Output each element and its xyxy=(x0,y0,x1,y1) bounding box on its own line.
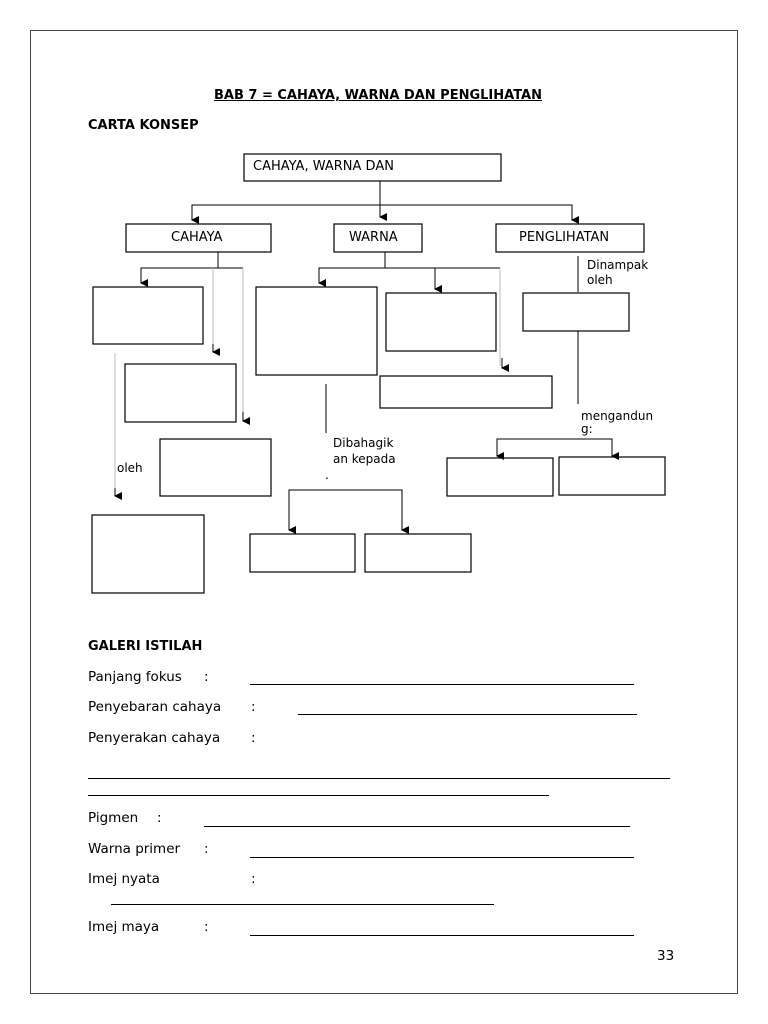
penglihatan-box-1 xyxy=(523,293,629,331)
term-pigmen: Pigmen xyxy=(88,810,139,826)
colon: : xyxy=(157,810,162,826)
term-imej-maya: Imej maya xyxy=(88,919,160,935)
colon: : xyxy=(204,919,209,935)
answer-line-penyerakan-cahaya-2[interactable] xyxy=(88,781,549,796)
term-penyebaran-cahaya: Penyebaran cahaya xyxy=(88,699,222,715)
oleh-left-note: oleh xyxy=(117,461,143,475)
warna-box-4 xyxy=(250,534,355,572)
term-imej-nyata: Imej nyata xyxy=(88,871,160,887)
answer-line-pigmen[interactable] xyxy=(204,812,630,827)
glossary-heading: GALERI ISTILAH xyxy=(88,639,203,654)
cahaya-box-4 xyxy=(92,515,204,593)
penglihatan-box-2 xyxy=(447,458,553,496)
root-branch-line xyxy=(192,205,572,217)
oleh-right-note: oleh xyxy=(587,273,613,287)
concept-map-heading: CARTA KONSEP xyxy=(88,118,199,133)
mengandung-note-cut: g: xyxy=(581,422,593,436)
colon: : xyxy=(204,669,209,685)
warna-box-2 xyxy=(386,293,496,351)
answer-line-panjang-fokus[interactable] xyxy=(250,670,634,685)
dibahagi-note-3: . xyxy=(325,468,329,482)
page-title: BAB 7 = CAHAYA, WARNA DAN PENGLIHATAN xyxy=(214,88,542,103)
warna-box-3 xyxy=(380,376,552,408)
term-warna-primer: Warna primer xyxy=(88,841,181,857)
answer-line-penyerakan-cahaya-1[interactable] xyxy=(88,764,670,779)
cahaya-label: CAHAYA xyxy=(171,230,223,245)
page-number: 33 xyxy=(657,948,675,964)
answer-line-warna-primer[interactable] xyxy=(250,843,634,858)
colon: : xyxy=(251,699,256,715)
cahaya-box-1 xyxy=(93,287,203,344)
cahaya-box-3 xyxy=(160,439,271,496)
warna-label: WARNA xyxy=(349,230,398,245)
penglihatan-box-3 xyxy=(559,457,665,495)
colon: : xyxy=(251,730,256,746)
mengandung-branch xyxy=(497,439,612,453)
warna-arrow-1 xyxy=(319,252,385,283)
answer-line-imej-maya[interactable] xyxy=(250,921,634,936)
colon: : xyxy=(204,841,209,857)
warna-box-5 xyxy=(365,534,471,572)
dibahagi-note-2: an kepada xyxy=(333,452,396,466)
cahaya-box-2 xyxy=(125,364,236,422)
answer-line-imej-nyata[interactable] xyxy=(111,890,494,905)
root-concept-label: CAHAYA, WARNA DAN xyxy=(253,159,394,174)
answer-line-penyebaran-cahaya[interactable] xyxy=(298,700,637,715)
penglihatan-label: PENGLIHATAN xyxy=(519,230,610,245)
dibahagi-note-1: Dibahagik xyxy=(333,436,394,450)
term-panjang-fokus: Panjang fokus xyxy=(88,669,182,685)
dibahagi-branch xyxy=(289,490,402,530)
colon: : xyxy=(251,871,256,887)
term-penyerakan-cahaya: Penyerakan cahaya xyxy=(88,730,221,746)
cahaya-arrow-1 xyxy=(141,252,218,283)
dinampak-note: Dinampak xyxy=(587,258,649,272)
warna-box-1 xyxy=(256,287,377,375)
mengandung-note: mengandun xyxy=(581,409,654,423)
